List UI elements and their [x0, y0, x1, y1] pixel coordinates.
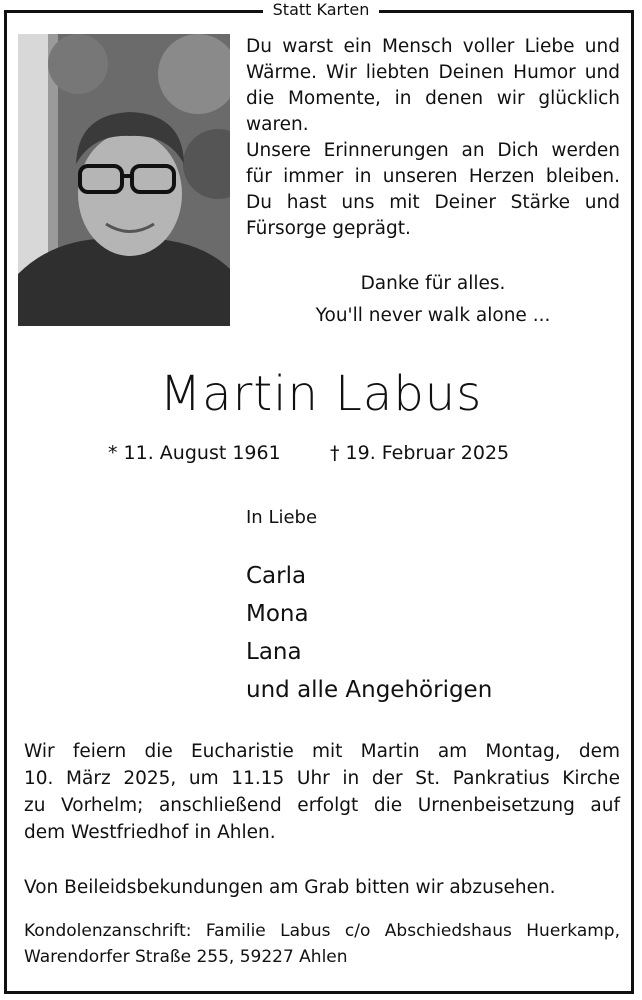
poem-line: Du warst ein Mensch voller Liebe und [246, 36, 620, 57]
mourner-name: Mona [246, 601, 309, 627]
address-line: Kondolenzanschrift: Familie Labus c/o Abschiedshaus Huerkamp, [24, 921, 620, 941]
deceased-name: Martin Labus [159, 366, 483, 422]
service-line: dem Westfriedhof in Ahlen. [24, 822, 276, 843]
portrait-photo [18, 34, 230, 326]
poem-line: Du hast uns mit Deiner Stärke und [246, 192, 620, 213]
service-line: Wir feiern die Eucharistie mit Martin am Montag, dem [24, 741, 620, 762]
header-label-text: Statt Karten [263, 0, 380, 19]
poem-line: die Momente, in denen wir glücklich [246, 88, 620, 109]
poem-text [246, 34, 620, 242]
header-label [0, 0, 642, 20]
service-line: zu Vorhelm; anschließend erfolgt die Urnenbeisetzung auf [24, 795, 620, 816]
death-date: † 19. Februar 2025 [330, 442, 510, 464]
mourner-name: Carla [246, 563, 307, 589]
quote-line-2: You'll never walk alone ... [315, 305, 551, 326]
poem-line: Fürsorge geprägt. [246, 218, 411, 239]
portrait-image [18, 34, 230, 326]
mourner-name: Lana [246, 639, 302, 665]
poem-line: Wärme. Wir liebten Deinen Humor und [246, 62, 620, 83]
address-line: Warendorfer Straße 255, 59227 Ahlen [24, 947, 348, 967]
condolence-note: Von Beileidsbekundungen am Grab bitten wir abzusehen. [24, 877, 556, 898]
condolence-address [24, 918, 620, 970]
service-line: 10. März 2025, um 11.15 Uhr in der St. Pankratius Kirche [24, 768, 620, 789]
poem-line: für immer in unseren Herzen bleiben. [246, 166, 620, 187]
poem-line: Unsere Erinnerungen an Dich werden [246, 140, 620, 161]
quote-line-1: Danke für alles. [360, 273, 506, 294]
service-details [24, 738, 620, 846]
poem-line: waren. [246, 114, 309, 135]
birth-date: * 11. August 1961 [108, 442, 281, 464]
mourners-intro: In Liebe [246, 507, 318, 528]
mourner-name: und alle Angehörigen [246, 677, 493, 703]
